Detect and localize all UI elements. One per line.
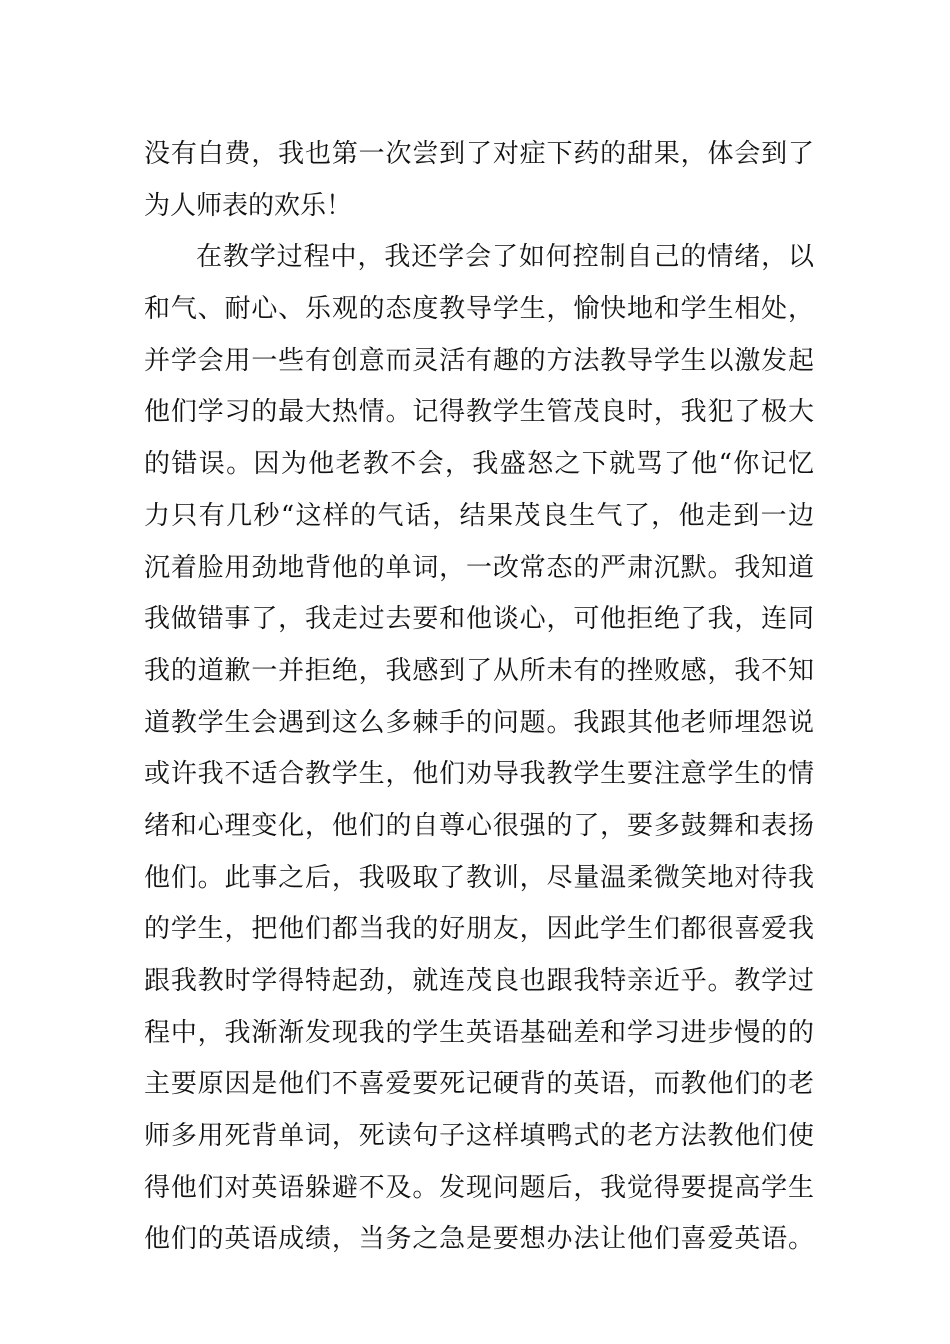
text-line: 他们的英语成绩，当务之急是要想办法让他们喜爱英语。 bbox=[144, 1224, 814, 1255]
text-line: 为人师表的欢乐！ bbox=[144, 190, 353, 221]
text-line: 我的道歉一并拒绝，我感到了从所未有的挫败感，我不知 bbox=[144, 655, 814, 686]
text-line: 或许我不适合教学生，他们劝导我教学生要注意学生的情 bbox=[144, 759, 814, 790]
text-line: 他们学习的最大热情。记得教学生管茂良时，我犯了极大 bbox=[144, 397, 814, 428]
text-line: 得他们对英语躲避不及。发现问题后，我觉得要提高学生 bbox=[144, 1172, 814, 1203]
body-text bbox=[144, 129, 814, 1266]
text-line: 道教学生会遇到这么多棘手的问题。我跟其他老师埋怨说 bbox=[144, 707, 814, 738]
text-line: 程中，我渐渐发现我的学生英语基础差和学习进步慢的的 bbox=[144, 1017, 814, 1048]
text-line: 和气、耐心、乐观的态度教导学生，愉快地和学生相处， bbox=[144, 294, 814, 325]
text-line: 主要原因是他们不喜爱要死记硬背的英语，而教他们的老 bbox=[144, 1069, 814, 1100]
text-line: 并学会用一些有创意而灵活有趣的方法教导学生以激发起 bbox=[144, 345, 814, 376]
text-line: 他们。此事之后，我吸取了教训，尽量温柔微笑地对待我 bbox=[144, 862, 814, 893]
text-line: 绪和心理变化，他们的自尊心很强的了，要多鼓舞和表扬 bbox=[144, 810, 814, 841]
text-line: 力只有几秒“这样的气话，结果茂良生气了，他走到一边 bbox=[144, 500, 814, 531]
text-line: 跟我教时学得特起劲，就连茂良也跟我特亲近乎。教学过 bbox=[144, 966, 814, 996]
text-line: 的错误。因为他老教不会，我盛怒之下就骂了他“你记忆 bbox=[144, 449, 814, 480]
text-line: 的学生，把他们都当我的好朋友，因此学生们都很喜爱我 bbox=[144, 914, 814, 945]
text-line: 没有白费，我也第一次尝到了对症下药的甜果，体会到了 bbox=[144, 139, 814, 169]
text-line: 沉着脸用劲地背他的单词，一改常态的严肃沉默。我知道 bbox=[144, 552, 814, 583]
text-line: 师多用死背单词，死读句子这样填鸭式的老方法教他们使 bbox=[144, 1121, 814, 1152]
paragraph-first-line: 在教学过程中，我还学会了如何控制自己的情绪，以 bbox=[196, 242, 814, 273]
text-line: 我做错事了，我走过去要和他谈心，可他拒绝了我，连同 bbox=[144, 604, 814, 635]
